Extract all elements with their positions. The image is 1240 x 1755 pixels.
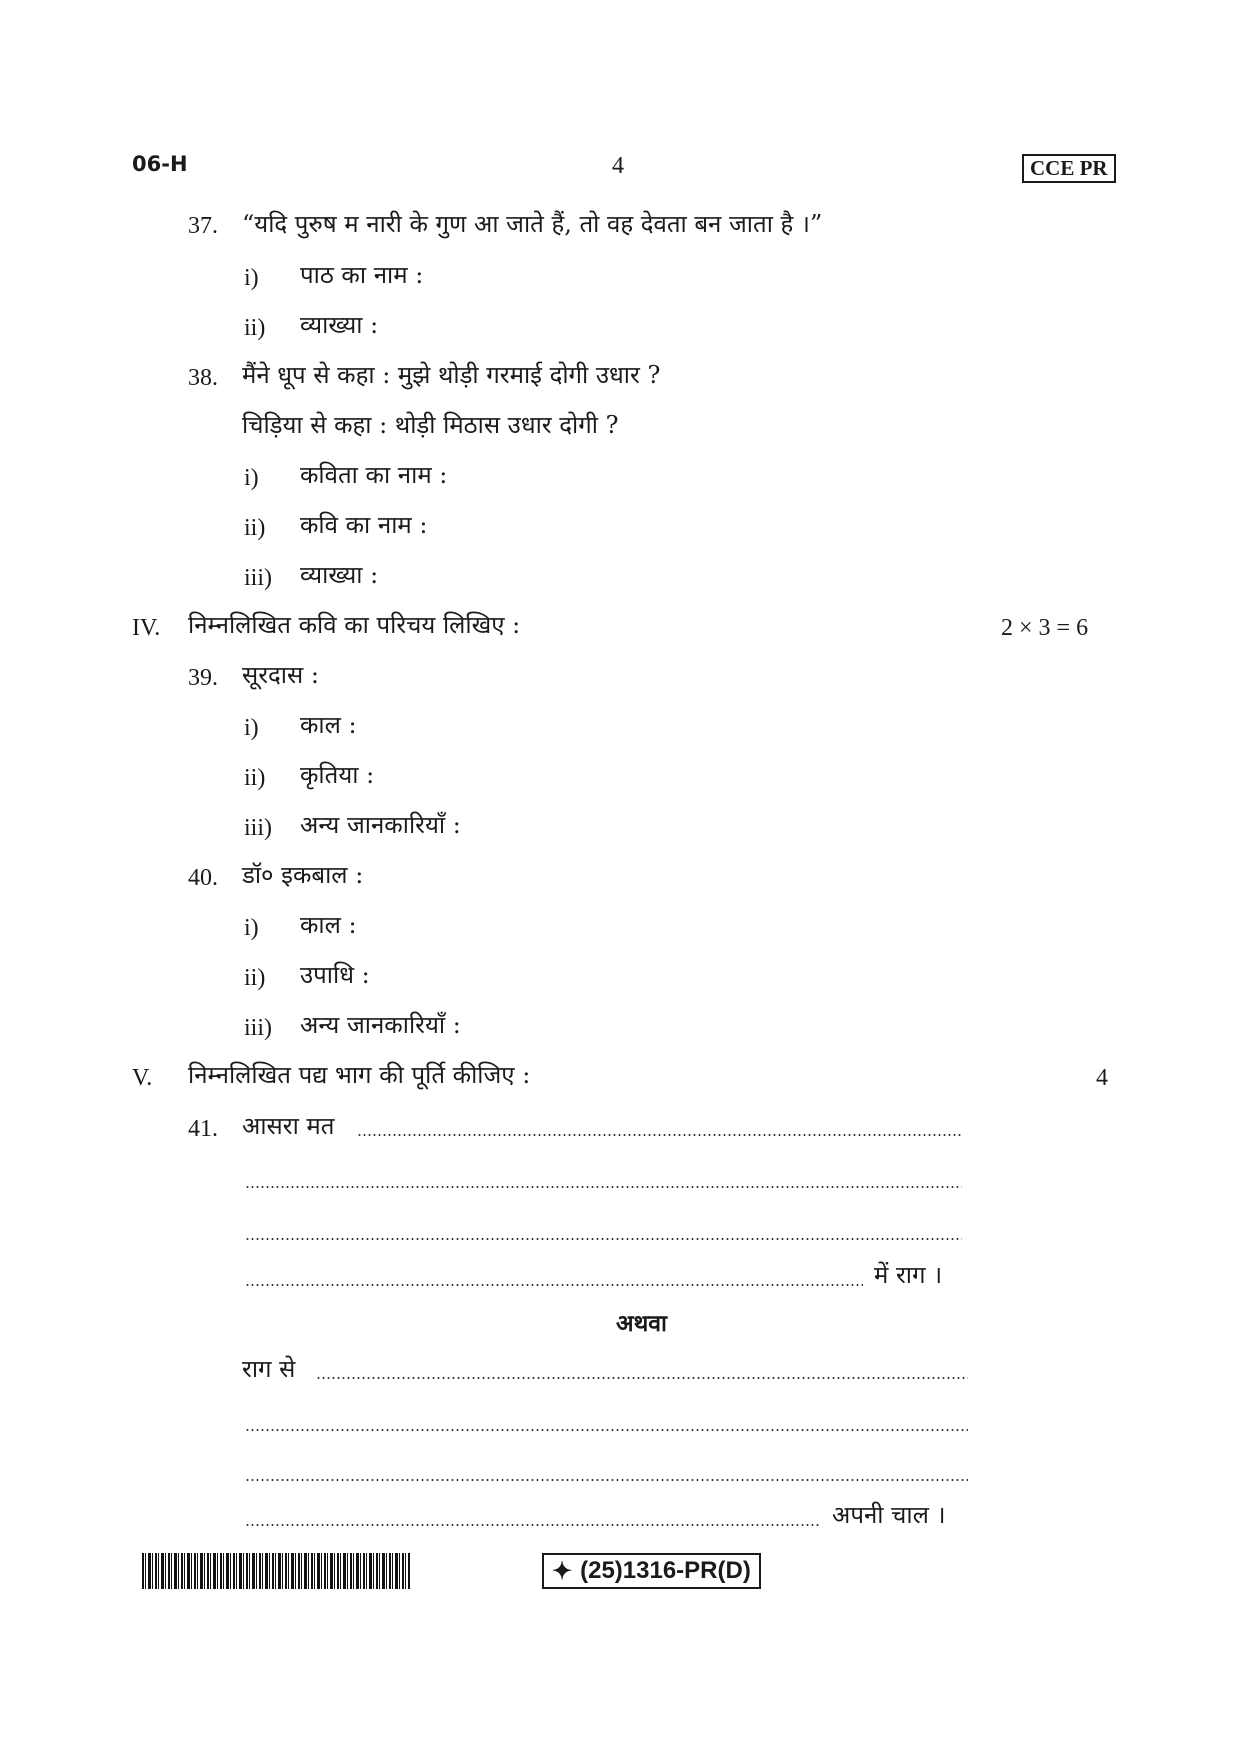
section-4-numeral: IV. xyxy=(132,615,161,641)
q38-line-1: मैंने धूप से कहा : मुझे थोड़ी गरमाई दोगी उधार ? xyxy=(242,361,661,389)
q37-quote: “यदि पुरुष म नारी के गुण आ जाते हैं, तो वह देवता बन जाता है ।” xyxy=(242,210,823,238)
q41-number: 41. xyxy=(188,1116,218,1142)
fill-blank-line xyxy=(245,1429,968,1431)
q40-item-marker: i) xyxy=(244,915,259,941)
fill-blank-line xyxy=(245,1186,962,1188)
section-5-marks: 4 xyxy=(1096,1065,1108,1091)
q40-number: 40. xyxy=(188,865,218,891)
fill-blank-line xyxy=(245,1524,820,1526)
q39-item-text: कृतिया : xyxy=(300,761,375,789)
barcode xyxy=(142,1553,410,1589)
q40-title: डॉ० इकबाल : xyxy=(242,861,364,889)
q40-item-marker: ii) xyxy=(244,965,266,991)
q38-item-text: कविता का नाम : xyxy=(300,461,448,489)
q39-item-text: काल : xyxy=(300,711,357,739)
footer-code-box xyxy=(542,1553,761,1589)
section-4-marks: 2 × 3 = 6 xyxy=(1001,615,1089,641)
fill-blank-line xyxy=(245,1284,863,1286)
paper-code: 06-H xyxy=(132,152,188,176)
page-number: 4 xyxy=(612,153,624,179)
or-label: अथवा xyxy=(616,1311,668,1337)
q41-end-text: में राग । xyxy=(874,1261,943,1289)
q39-title: सूरदास : xyxy=(242,661,319,689)
fill-blank-line xyxy=(316,1377,968,1379)
q37-number: 37. xyxy=(188,213,218,239)
q41-alt-start-text: राग से xyxy=(242,1355,296,1383)
star-icon: ✦ xyxy=(552,1557,573,1585)
q41-alt-end-text: अपनी चाल । xyxy=(832,1501,946,1529)
q37-item-marker: i) xyxy=(244,265,259,291)
q41-start-text: आसरा मत xyxy=(242,1112,335,1140)
footer-code: (25)1316-PR(D) xyxy=(580,1557,751,1584)
q38-line-2: चिड़िया से कहा : थोड़ी मिठास उधार दोगी ? xyxy=(242,411,619,439)
q38-item-marker: iii) xyxy=(244,565,272,591)
q39-item-text: अन्य जानकारियाँ : xyxy=(300,811,461,839)
q39-item-marker: i) xyxy=(244,715,259,741)
fill-blank-line xyxy=(245,1238,962,1240)
q37-item-marker: ii) xyxy=(244,315,266,341)
q38-item-marker: i) xyxy=(244,465,259,491)
q38-item-text: कवि का नाम : xyxy=(300,511,428,539)
section-4-title: निम्नलिखित कवि का परिचय लिखिए : xyxy=(188,611,521,639)
q39-item-marker: ii) xyxy=(244,765,266,791)
q38-number: 38. xyxy=(188,365,218,391)
q40-item-marker: iii) xyxy=(244,1015,272,1041)
q40-item-text: अन्य जानकारियाँ : xyxy=(300,1011,461,1039)
fill-blank-line xyxy=(357,1134,962,1136)
q38-item-marker: ii) xyxy=(244,515,266,541)
q39-number: 39. xyxy=(188,665,218,691)
fill-blank-line xyxy=(245,1479,968,1481)
q38-item-text: व्याख्या : xyxy=(300,561,379,589)
q40-item-text: उपाधि : xyxy=(300,961,370,989)
q37-item-text: पाठ का नाम : xyxy=(300,261,424,289)
section-5-numeral: V. xyxy=(132,1065,153,1091)
q40-item-text: काल : xyxy=(300,911,357,939)
cce-pr-badge: CCE PR xyxy=(1022,154,1116,183)
section-5-title: निम्नलिखित पद्य भाग की पूर्ति कीजिए : xyxy=(188,1061,531,1089)
q37-item-text: व्याख्या : xyxy=(300,311,379,339)
q39-item-marker: iii) xyxy=(244,815,272,841)
